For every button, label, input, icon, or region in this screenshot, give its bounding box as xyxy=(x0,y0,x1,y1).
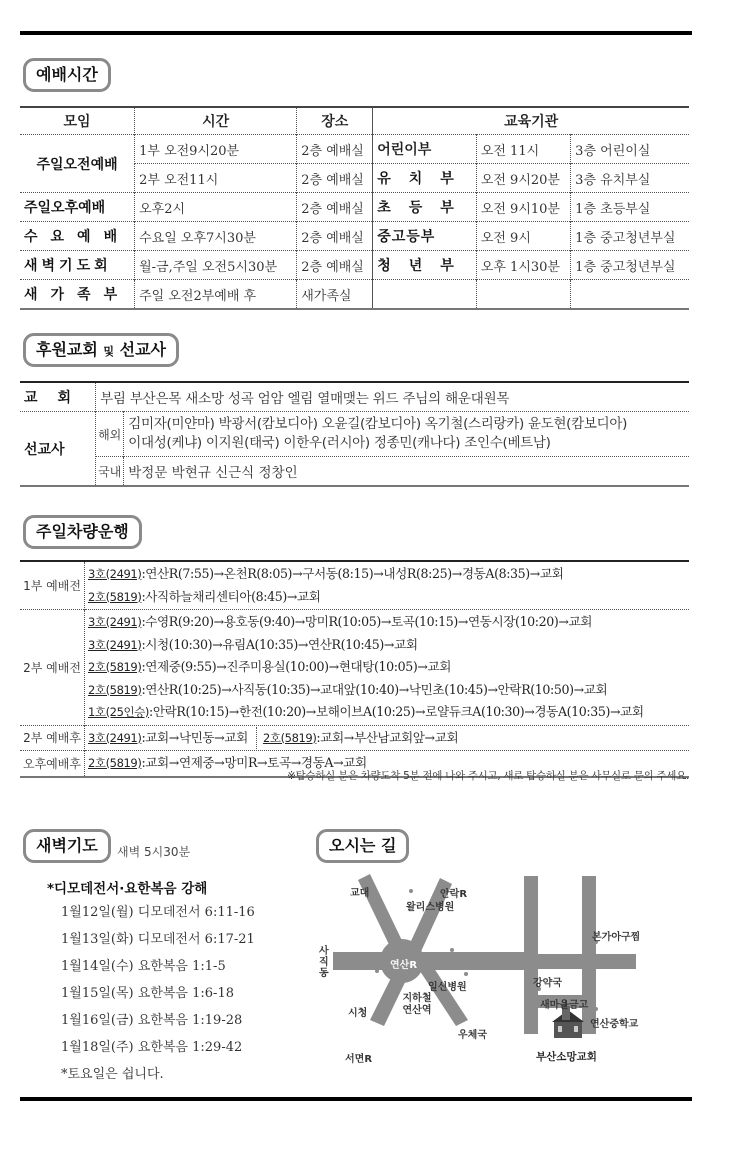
time-cell: 주일 오전2부예배 후 xyxy=(135,280,297,310)
bus-car: 3호(2491) xyxy=(87,637,142,652)
bus-line xyxy=(88,634,686,657)
dept-cell xyxy=(373,135,477,164)
church-label: 교회 xyxy=(20,382,96,412)
dept-place-cell: 3층 어린이실 xyxy=(575,143,651,159)
map-label-pharmacy: 강약국 xyxy=(533,978,562,989)
bus-line xyxy=(88,679,686,702)
bus-line xyxy=(88,586,686,609)
bus-line xyxy=(88,727,257,750)
bus-note: ※탑승하실 분은 차량도착 5분 전에 나와 주시고, 새로 탑승하실 분은 사무실로 문의 주세요. xyxy=(287,770,689,782)
bus-route: :연산R(7:55)→온천R(8:05)→구서동(8:15)→내성R(8:25)→경동A(8:35)→교회 xyxy=(141,566,564,581)
domestic-label: 국내 xyxy=(96,457,124,487)
bus-group-row xyxy=(20,610,689,726)
overseas-row xyxy=(20,412,689,457)
bus-car: 2호(5819) xyxy=(87,660,142,674)
place-cell: 2층 예배실 xyxy=(297,164,373,193)
group-cell: 주일오전예배 xyxy=(20,135,135,193)
bus-line xyxy=(257,727,458,750)
table-row xyxy=(20,251,689,280)
map-title-text: 오시는 길 xyxy=(329,836,397,855)
dept-place-cell-empty xyxy=(571,280,689,310)
bus-car: 2호(5819) xyxy=(87,756,142,770)
bus-route: :교회→부산남교회앞→교회 xyxy=(316,729,459,745)
map-label-yeonsan: 연산R xyxy=(390,960,418,971)
bus-line xyxy=(88,563,686,586)
bus-car: 2호(5819) xyxy=(87,682,142,697)
bus-route: :수영R(9:20)→용호동(9:40)→망미R(10:05)→토곡(10:15)→연동시장(10:20)→교회 xyxy=(141,614,593,629)
bus-table xyxy=(20,560,689,778)
map-label-sicheong: 시청 xyxy=(348,1008,368,1019)
bus-line xyxy=(88,701,686,724)
worship-table xyxy=(20,106,689,310)
bus-route: :안락R(10:15)→한전(10:20)→보해이브A(10:25)→로얄듀크A(10:30)→경동A(10:35)→교회 xyxy=(149,704,644,719)
list-item: 1월15일(목) 요한복음 1:6-18 xyxy=(61,986,234,1001)
bus-line-split xyxy=(88,727,686,750)
list-item: *토요일은 쉽니다. xyxy=(61,1067,164,1082)
map-label-post: 우체국 xyxy=(458,1030,487,1041)
bus-group-row xyxy=(20,725,689,751)
time-cell: 1부 오전9시20분 xyxy=(135,135,297,164)
list-item: 1월18일(주) 요한복음 1:29-42 xyxy=(61,1040,243,1055)
time-cell: 월-금,주일 오전5시30분 xyxy=(135,251,297,280)
bottom-rule xyxy=(20,1097,692,1101)
bus-route: :연산R(10:25)→사직동(10:35)→교대앞(10:40)→낙민초(10:45)→안락R(10:50)→교회 xyxy=(141,681,608,697)
top-rule xyxy=(20,31,692,35)
map-label-sajik: 사직동 xyxy=(319,946,329,979)
table-row xyxy=(20,193,689,222)
map-label-anrak: 안락R xyxy=(440,889,468,900)
header-education: 교육기관 xyxy=(504,114,559,130)
dawn-subtitle: 새벽 5시30분 xyxy=(117,845,191,859)
group-cell: 수요예배 xyxy=(20,222,135,251)
section-title-dawn xyxy=(23,829,111,863)
overseas-label: 해외 xyxy=(96,412,124,457)
bus-group-row xyxy=(20,561,689,610)
support-title-and: 및 xyxy=(103,345,115,358)
section-title-worship xyxy=(23,58,111,92)
map-label-ilsin: 일신병원 xyxy=(428,982,467,993)
group-cell: 새벽기도회 xyxy=(20,251,135,280)
section-title-map xyxy=(316,829,409,863)
missionary-label: 선교사 xyxy=(20,412,96,487)
dept-label: 중고등부 xyxy=(373,222,477,251)
table-row xyxy=(20,222,689,251)
header-place: 장소 xyxy=(297,107,373,135)
overseas-line-2: 이대성(케냐) 이지원(태국) 이한우(러시아) 정종민(캐나다) 조인수(베트남) xyxy=(128,435,551,451)
dept-label: 초등부 xyxy=(373,193,477,222)
dawn-title-text: 새벽기도 xyxy=(36,836,98,855)
place-cell: 새가족실 xyxy=(297,280,373,310)
header-group: 모임 xyxy=(20,107,135,135)
bus-route: :연제중(9:55)→진주미용실(10:00)→현대탕(10:05)→교회 xyxy=(141,659,452,674)
dept-time-cell: 오전 9시10분 xyxy=(476,193,570,222)
map-label-wallace: 왈리스병원 xyxy=(406,902,455,913)
bus-group-label: 1부 예배전 xyxy=(20,561,84,610)
map-label-subway: 지하철 연산역 xyxy=(402,993,432,1016)
church-list: 부림 부산은목 새소망 성곡 엄암 엘림 열매맺는 위드 주님의 해운대원목 xyxy=(100,391,510,407)
time-cell: 수요일 오후7시30분 xyxy=(135,222,297,251)
dept-cell-empty xyxy=(373,280,477,310)
bus-line xyxy=(88,611,686,634)
map-label-bongaya: 본가아구찜 xyxy=(592,932,641,943)
dept-time-cell: 오전 11시 xyxy=(476,135,570,164)
bus-route: :사직하늘채리센티아(8:45)→교회 xyxy=(141,588,321,604)
map-roads-icon xyxy=(318,868,698,1083)
dept-place-cell: 1층 중고청년부실 xyxy=(575,230,676,246)
time-cell: 2부 오전11시 xyxy=(135,164,297,193)
map-label-church: 부산소망교회 xyxy=(536,1051,597,1063)
map-label-seomyeon: 서면R xyxy=(345,1054,373,1065)
domestic-list: 박정문 박현규 신근식 정창인 xyxy=(128,465,298,481)
dept-place-cell: 1층 초등부실 xyxy=(575,201,651,217)
list-item: 1월12일(월) 디모데전서 6:11-16 xyxy=(61,905,255,920)
overseas-list xyxy=(124,412,689,457)
place-cell: 2층 예배실 xyxy=(297,251,373,280)
support-table xyxy=(20,381,689,487)
dept-label: 어린이부 xyxy=(377,142,432,158)
bus-route: :교회→연제중→망미R→토곡→경동A→교회 xyxy=(141,755,367,770)
directions-map xyxy=(318,868,698,1083)
dept-time-cell: 오전 9시 xyxy=(476,222,570,251)
bus-car: 3호(2491) xyxy=(87,567,142,581)
place-cell: 2층 예배실 xyxy=(297,193,373,222)
bus-line xyxy=(88,656,686,679)
domestic-row xyxy=(20,457,689,487)
place-cell: 2층 예배실 xyxy=(297,135,373,164)
church-row xyxy=(20,382,689,412)
section-title-bus xyxy=(23,515,142,549)
place-cell: 2층 예배실 xyxy=(297,222,373,251)
dawn-heading: *디모데전서·요한복음 강해 xyxy=(47,881,208,897)
bus-car: 2호(5819) xyxy=(87,589,142,604)
worship-title-text: 예배시간 xyxy=(36,65,98,84)
bus-car: 2호(5819) xyxy=(262,730,317,745)
dawn-list xyxy=(61,899,255,1088)
worship-header-row xyxy=(20,107,689,135)
time-cell: 오후2시 xyxy=(135,193,297,222)
support-title-a: 후원교회 xyxy=(36,340,98,359)
list-item: 1월13일(화) 디모데전서 6:17-21 xyxy=(61,932,255,947)
dept-time-cell: 오전 9시20분 xyxy=(476,164,570,193)
overseas-line-1: 김미자(미얀마) 박광서(캄보디아) 오윤길(캄보디아) 옥기철(스리랑카) 윤도현(캄보디아) xyxy=(128,416,628,432)
bus-group-label: 2부 예배후 xyxy=(20,725,84,751)
dept-label: 유치부 xyxy=(373,164,477,193)
bus-car: 3호(2491) xyxy=(87,615,142,629)
dept-place-cell: 1층 중고청년부실 xyxy=(575,259,676,275)
bus-lines xyxy=(84,610,689,726)
bus-route: :교회→낙민동→교회 xyxy=(141,729,248,745)
bus-title-text: 주일차량운행 xyxy=(36,522,129,541)
group-cell: 주일오후예배 xyxy=(20,193,135,222)
dept-time-cell-empty xyxy=(476,280,570,310)
dept-label: 청년부 xyxy=(373,251,477,280)
map-label-gyodae: 교대 xyxy=(350,888,370,899)
bus-group-label: 2부 예배전 xyxy=(20,610,84,726)
bus-group-label: 오후예배후 xyxy=(20,751,84,777)
map-label-school: 연산중학교 xyxy=(590,1019,639,1030)
bus-lines xyxy=(84,561,689,610)
bus-car: 1호(25인승) xyxy=(87,705,150,719)
table-row xyxy=(20,280,689,310)
group-cell: 새가족부 xyxy=(20,280,135,310)
list-item: 1월14일(수) 요한복음 1:1-5 xyxy=(61,959,226,974)
dept-time-cell: 오후 1시30분 xyxy=(476,251,570,280)
table-row xyxy=(20,135,689,164)
dept-place-cell: 3층 유치부실 xyxy=(575,172,651,188)
list-item: 1월16일(금) 요한복음 1:19-28 xyxy=(61,1013,243,1028)
bus-route: :시청(10:30)→유림A(10:35)→연산R(10:45)→교회 xyxy=(141,636,418,652)
header-time: 시간 xyxy=(135,107,297,135)
map-label-credit: 새마을금고 xyxy=(540,1000,589,1011)
section-title-support xyxy=(23,333,179,367)
bus-car: 3호(2491) xyxy=(87,730,142,745)
support-title-b: 선교사 xyxy=(119,340,166,359)
bus-lines xyxy=(84,725,689,751)
